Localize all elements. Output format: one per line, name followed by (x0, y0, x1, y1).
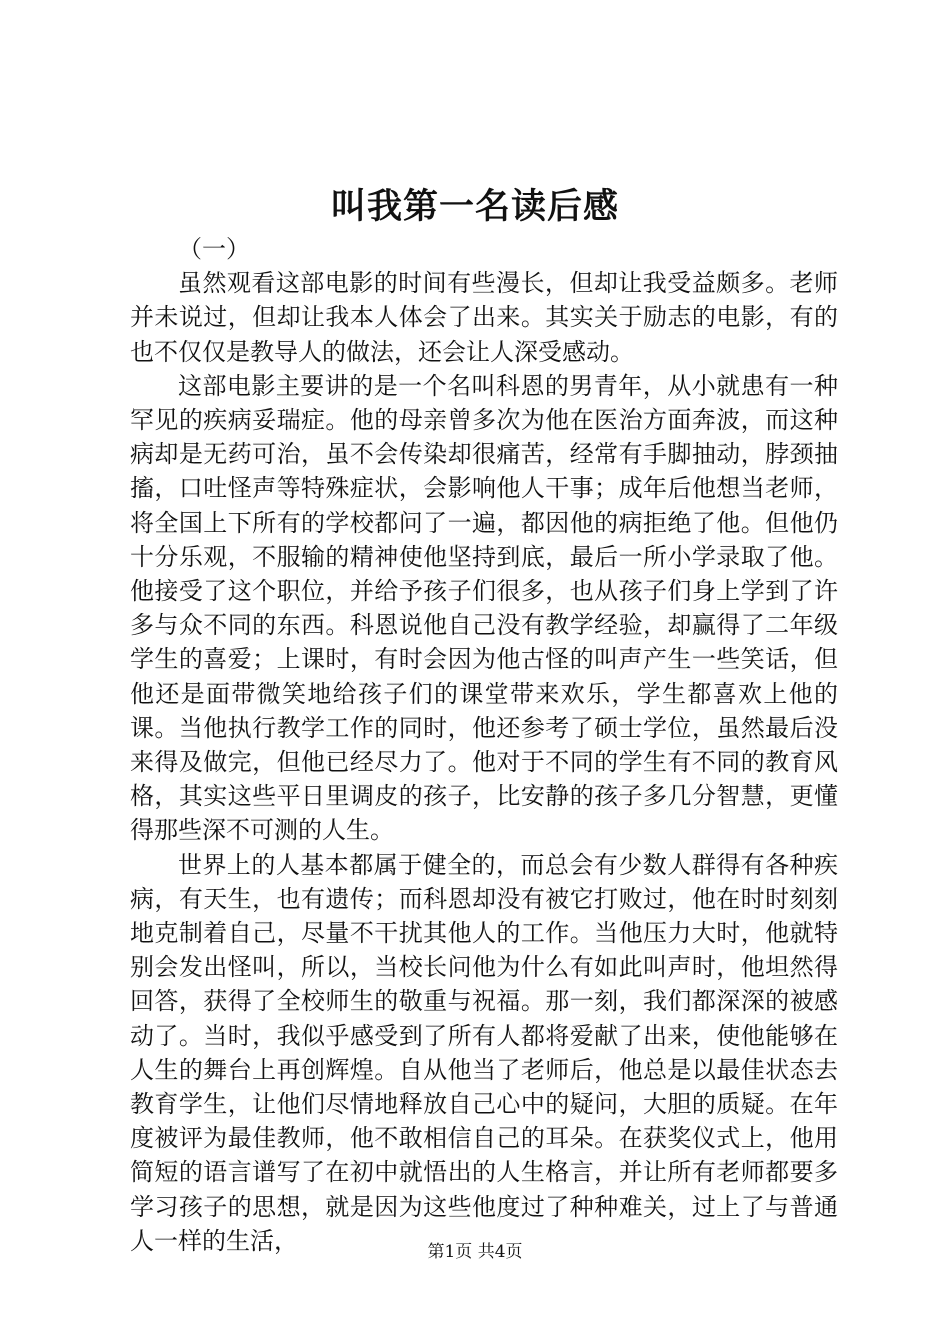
document-title: 叫我第一名读后感 (330, 186, 619, 227)
paragraph: 这部电影主要讲的是一个名叫科恩的男青年，从小就患有一种罕见的疾病妥瑞症。他的母亲曾多次为他在医治方面奔波，而这种病却是无药可治，虽不会传染却很痛苦，经常有手脚抽动，脖颈抽搐，口吐怪声等特殊症状，会影响他人干事；成年后他想当老师，将全国上下所有的学校都问了一遍，都因他的病拒绝了他。但他仍十分乐观，不服输的精神使他坚持到底，最后一所小学录取了他。他接受了这个职位，并给予孩子们很多，也从孩子们身上学到了许多与众不同的东西。科恩说他自己没有教学经验，却赢得了二年级学生的喜爱；上课时，有时会因为他古怪的叫声产生一些笑话，但他还是面带微笑地给孩子们的课堂带来欢乐，学生都喜欢上他的课。当他执行教学工作的同时，他还参考了硕士学位，虽然最后没来得及做完，但他已经尽力了。他对于不同的学生有不同的教育风格，其实这些平日里调皮的孩子，比安静的孩子多几分智慧，更懂得那些深不可测的人生。 (130, 371, 838, 845)
page-footer: 第1页 共4页 (427, 1242, 523, 1262)
section-label: （一） (178, 235, 250, 263)
paragraph: 世界上的人基本都属于健全的，而总会有少数人群得有各种疾病，有天生，也有遗传；而科恩却没有被它打败过，他在时时刻刻地克制着自己，尽量不干扰其他人的工作。当他压力大时，他就特别会发出怪叫，所以，当校长问他为什么有如此叫声时，他坦然得回答，获得了全校师生的敬重与祝福。那一刻，我们都深深的被感动了。当时，我似乎感受到了所有人都将爱献了出来，使他能够在人生的舞台上再创辉煌。自从他当了老师后，他总是以最佳状态去教育学生，让他们尽情地释放自己心中的疑问，大胆的质疑。在年度被评为最佳教师，他不敢相信自己的耳朵。在获奖仪式上，他用简短的语言谱写了在初中就悟出的人生格言，并让所有老师都要多学习孩子的思想，就是因为这些他度过了种种难关，过上了与普通人一样的生活， (130, 850, 838, 1255)
document-body (130, 232, 838, 1258)
paragraph: 虽然观看这部电影的时间有些漫长，但却让我受益颇多。老师并未说过，但却让我本人体会了出来。其实关于励志的电影，有的也不仅仅是教导人的做法，还会让人深受感动。 (130, 269, 838, 366)
